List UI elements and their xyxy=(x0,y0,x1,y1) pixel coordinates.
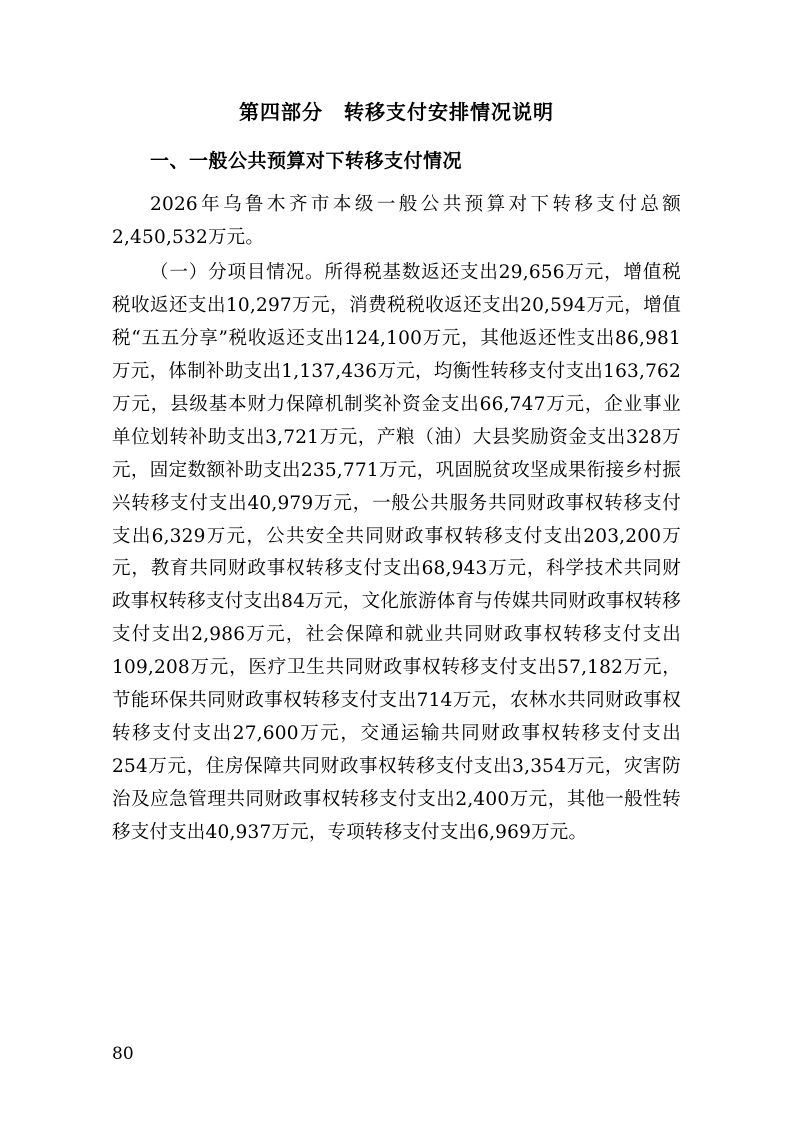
paragraph-breakdown: （一）分项目情况。所得税基数返还支出29,656万元，增值税税收返还支出10,297万元，消费税税收返还支出20,594万元，增值税“五五分享”税收返还支出124,100万元，其他返还性支出86,981万元，体制补助支出1,137,436万元，均衡性转移支付支出163,762万元，县级基本财力保障机制奖补资金支出66,747万元，企业事业单位划转补助支出3,721万元，产粮（油）大县奖励资金支出328万元，固定数额补助支出235,771万元，巩固脱贫攻坚成果衔接乡村振兴转移支付支出40,979万元，一般公共服务共同财政事权转移支付支出6,329万元，公共安全共同财政事权转移支付支出203,200万元，教育共同财政事权转移支付支出68,943万元，科学技术共同财政事权转移支付支出84万元，文化旅游体育与传媒共同财政事权转移支付支出2,986万元，社会保障和就业共同财政事权转移支付支出109,208万元，医疗卫生共同财政事权转移支付支出57,182万元，节能环保共同财政事权转移支付支出714万元，农林水共同财政事权转移支付支出27,600万元，交通运输共同财政事权转移支付支出254万元，住房保障共同财政事权转移支付支出3,354万元，灾害防治及应急管理共同财政事权转移支付支出2,400万元，其他一般性转移支付支出40,937万元，专项转移支付支出6,969万元。 xyxy=(112,262,681,843)
page-number: 80 xyxy=(112,1044,134,1064)
paragraph-summary: 2026年乌鲁木齐市本级一般公共预算对下转移支付总额2,450,532万元。 xyxy=(112,194,681,249)
page-title: 第四部分 转移支付安排情况说明 xyxy=(239,100,554,124)
section-heading: 一、一般公共预算对下转移支付情况 xyxy=(150,150,463,172)
